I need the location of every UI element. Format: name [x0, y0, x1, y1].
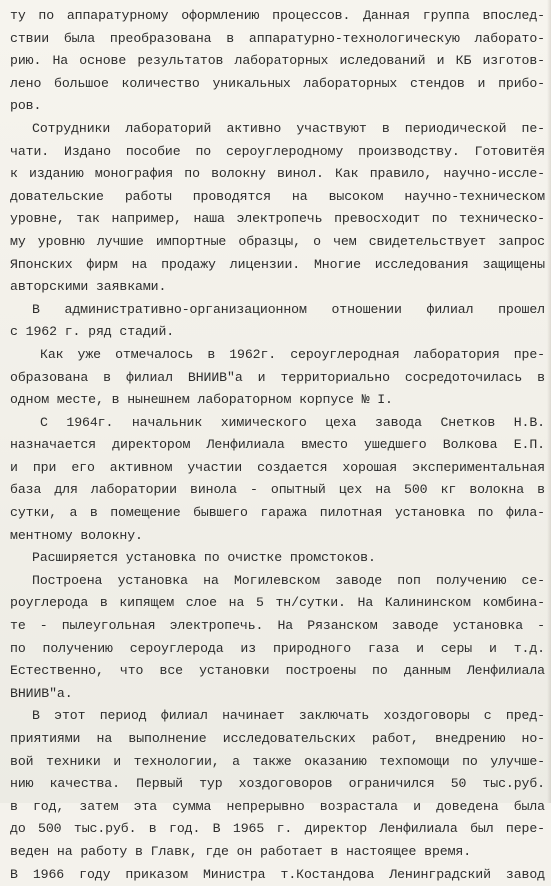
text-line: к изданию монография по волокну винол. Как правило, научно-иссле- [10, 166, 545, 182]
text-line: уровне, так например, наша электропечь превосходит по техническо- [10, 211, 545, 227]
text-line: по получению сероуглерода из природного газа и серы и т.д. [10, 640, 545, 656]
text-line: роуглерода в кипящем слое на 5 тн/сутки. На Калининском комбина- [10, 595, 545, 611]
text-line: чати. Издано пособие по сероуглеродному производству. Готовитёя [10, 143, 545, 159]
text-line: Японских фирм на продажу лицензии. Многие исследования защищены [10, 256, 545, 272]
text-line: авторскими заявками. [10, 279, 167, 295]
text-line: сутки, а в помещение бывшего гаража пилотная установка по фила- [10, 505, 545, 521]
text-line: те - пылеугольная электропечь. На Рязанском заводе установка - [10, 618, 545, 634]
text-line: и при его активном участии создается хорошая экспериментальная [10, 459, 545, 475]
text-line: ментному волокну. [10, 527, 143, 543]
text-line: ров. [10, 98, 42, 114]
text-line: С 1964г. начальник химического цеха завода Снетков Н.В. [40, 414, 545, 430]
text-line: Сотрудники лабораторий активно участвуют в периодической пе- [32, 120, 545, 136]
text-line: с 1962 г. ряд стадий. [10, 324, 175, 340]
text-line: ту по аппаратурному оформлению процессов. Данная группа впослед- [10, 8, 545, 23]
text-line: ствии была преобразована в аппаратурно-технологическую лаборато- [10, 30, 545, 46]
text-line: нию качества. Первый тур хоздоговоров ограничился 50 тыс.руб. [10, 776, 545, 792]
text-line: образована в филиал ВНИИВ"а и территориально сосредоточилась в [10, 369, 545, 385]
text-line: В 1966 году приказом Министра т.Костандова Ленинградский завод [10, 866, 545, 882]
text-line: приятиями на выполнение исследовательских работ, внедрению но- [10, 731, 545, 746]
text-line: вой техники и технологии, а также оказанию техпомощи по улучше- [10, 753, 545, 769]
text-line: веден на работу в Главк, где он работает в настоящее время. [10, 843, 472, 859]
text-line: одном месте, в нынешнем лабораторном корпусе № I. [10, 392, 393, 408]
text-line: В этот период филиал начинает заключать хоздоговоры с пред- [32, 708, 545, 724]
text-line: Расширяется установка по очистке промстоков. [32, 550, 376, 566]
text-line: ВНИИВ"а. [10, 685, 73, 701]
text-line: довательские работы проводятся на высоком научно-техническом [10, 188, 545, 204]
text-line: Построена установка на Могилевском заводе поп получению се- [32, 572, 545, 588]
text-line: рию. На основе результатов лабораторных иследований и КБ изготов- [10, 53, 545, 69]
text-line: му уровню лучшие импортные образцы, о чем свидетельствует запрос [10, 233, 545, 249]
text-line: Естественно, что все установки построены по данным Ленфилиала [10, 663, 545, 679]
text-line: назначается директором Ленфилиала вместо ушедшего Волкова Е.П. [10, 437, 545, 453]
text-line: В административно-организационном отношении филиал прошел [32, 301, 545, 317]
text-line: до 500 тыс.руб. в год. В 1965 г. директор Ленфилиала был пере- [10, 821, 545, 837]
text-line: лено большое количество уникальных лабораторных стендов и прибо- [10, 75, 545, 91]
text-line: в год, затем эта сумма непрерывно возрастала и доведена была [10, 798, 545, 814]
text-line: база для лаборатории винола - опытный цех на 500 кг волокна в [10, 482, 545, 498]
text-line: Как уже отмечалось в 1962г. сероуглеродная лаборатория пре- [40, 346, 545, 362]
